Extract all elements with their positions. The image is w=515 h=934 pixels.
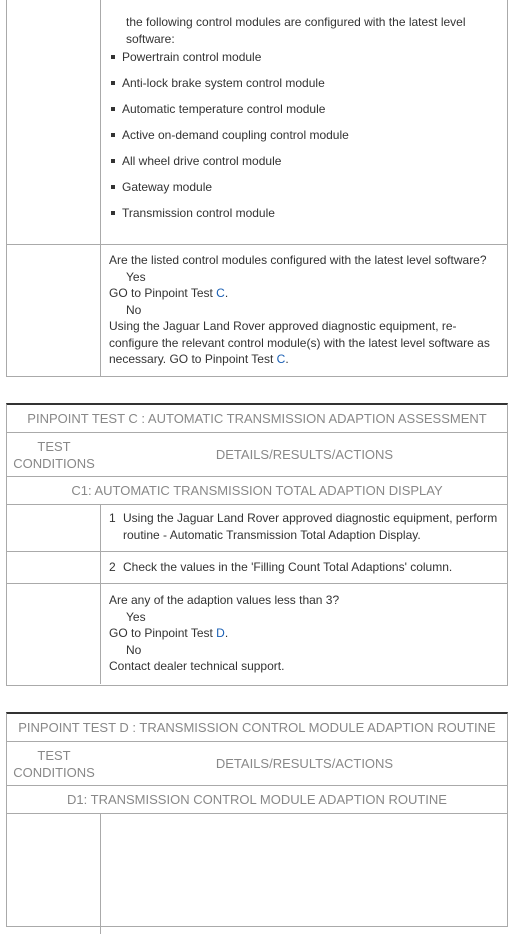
- col-header-details: DETAILS/RESULTS/ACTIONS: [215, 756, 394, 771]
- yes-label: Yes: [126, 269, 146, 284]
- test-conditions-cell: [7, 245, 101, 377]
- step-number: 1: [109, 511, 116, 525]
- pinpoint-test-b-continuation: [6, 0, 508, 377]
- test-conditions-cell: [7, 584, 101, 684]
- list-item: All wheel drive control module: [109, 153, 499, 179]
- step-text: Check the values in the 'Filling Count Total Adaptions' column.: [123, 560, 453, 574]
- step-d1-title: D1: TRANSMISSION CONTROL MODULE ADAPTION ROUTINE: [7, 786, 507, 814]
- details-cell: [102, 245, 507, 377]
- list-item: Anti-lock brake system control module: [109, 75, 499, 101]
- list-item: Automatic temperature control module: [109, 101, 499, 127]
- list-item: Active on-demand coupling control module: [109, 127, 499, 153]
- col-header-conditions: TEST CONDITIONS: [13, 748, 95, 780]
- pinpoint-test-c-title: PINPOINT TEST C : AUTOMATIC TRANSMISSION ADAPTION ASSESSMENT: [7, 405, 507, 433]
- module-list: [109, 49, 499, 231]
- question-text: Are any of the adaption values less than 3?: [109, 593, 340, 607]
- step-row-question: [7, 584, 507, 684]
- list-item: Powertrain control module: [109, 49, 499, 75]
- pinpoint-test-d-title: PINPOINT TEST D : TRANSMISSION CONTROL MODULE ADAPTION ROUTINE: [7, 714, 507, 742]
- col-header-conditions: TEST CONDITIONS: [13, 439, 95, 471]
- step-row-1: [7, 505, 507, 552]
- bullet-icon: [111, 211, 115, 215]
- test-conditions-cell: [7, 505, 101, 551]
- table-header: [7, 742, 507, 786]
- details-cell: [102, 814, 507, 934]
- details-cell: [102, 552, 507, 583]
- bullet-icon: [111, 159, 115, 163]
- col-header-details: DETAILS/RESULTS/ACTIONS: [215, 447, 394, 462]
- step-row-modules: [7, 0, 507, 245]
- list-item: Gateway module: [109, 179, 499, 205]
- pinpoint-test-d-link[interactable]: D: [216, 626, 225, 640]
- step-row-2: [7, 552, 507, 584]
- no-action: Contact dealer technical support.: [109, 659, 285, 673]
- modules-intro: the following control modules are configured with the latest level software:: [126, 15, 466, 46]
- details-cell: [102, 0, 507, 244]
- test-conditions-cell: [7, 552, 101, 583]
- test-conditions-cell: [7, 814, 101, 934]
- pinpoint-test-c-link[interactable]: C: [276, 352, 286, 366]
- list-item: Transmission control module: [109, 205, 499, 231]
- question-text: Are the listed control modules configured with the latest level software?: [109, 253, 487, 267]
- no-label: No: [126, 642, 142, 657]
- no-label: No: [126, 302, 142, 317]
- step-c1-title: C1: AUTOMATIC TRANSMISSION TOTAL ADAPTION DISPLAY: [7, 477, 507, 505]
- table-header: [7, 433, 507, 477]
- bullet-icon: [111, 81, 115, 85]
- yes-label: Yes: [126, 609, 146, 624]
- bullet-icon: [111, 185, 115, 189]
- details-cell: [102, 584, 507, 684]
- step-text: Using the Jaguar Land Rover approved diagnostic equipment, perform routine - Automatic Transmission Total Adaption Display.: [123, 511, 498, 542]
- yes-action: GO to Pinpoint Test C.: [109, 286, 229, 300]
- no-action: Using the Jaguar Land Rover approved diagnostic equipment, re-configure the relevant control module(s) with the latest level software as necessary. GO to Pinpoint Test C.: [109, 319, 490, 366]
- bullet-icon: [111, 133, 115, 137]
- bullet-icon: [111, 55, 115, 59]
- step-row-1: [7, 814, 507, 934]
- pinpoint-test-c: [6, 403, 508, 686]
- yes-action: GO to Pinpoint Test D.: [109, 626, 229, 640]
- test-conditions-cell: [7, 0, 101, 244]
- pinpoint-test-c-link[interactable]: C: [216, 286, 225, 300]
- bullet-icon: [111, 107, 115, 111]
- details-cell: [102, 505, 507, 551]
- step-number: 2: [109, 560, 116, 574]
- pinpoint-test-d: [6, 712, 508, 927]
- step-row-question: [7, 245, 507, 377]
